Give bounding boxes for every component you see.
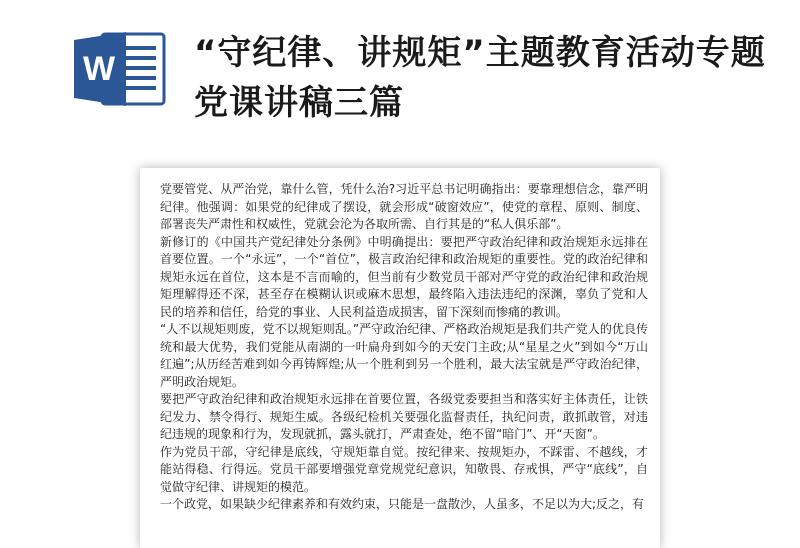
paragraph: 党要管党、从严治党，靠什么管，凭什么治?习近平总书记明确指出：要靠理想信念，靠严明纪律。他强调：如果党的纪律成了摆设，就会形成“破窗效应”，使党的章程、原则、制度、部署丧失严肃性和权威性，党就会沦为各取所需、自行其是的“私人俱乐部”。 xyxy=(160,182,648,231)
paragraph: 新修订的《中国共产党纪律处分条例》中明确提出：要把严守政治纪律和政治规矩永远排在首要位置。一个“永远”，一个“首位”，极言政治纪律和政治规矩的重要性。党的政治纪律和规矩永远在首位，这本是不言而喻的，但当前有少数党员干部对严守党的政治纪律和政治规矩理解得还不深，甚至存在模糊认识或麻木思想，最终陷入违法违纪的深渊，辜负了党和人民的培养和信任，给党的事业、人民利益造成损害，留下深刻而惨痛的教训。 xyxy=(160,234,648,319)
paragraph: 要把严守政治纪律和政治规矩永远排在首要位置，各级党委要担当和落实好主体责任，让铁纪发力、禁令得行、规矩生威。各级纪检机关要强化监督责任，执纪问责，敢抓敢管，对违纪违规的现象和行为，发现就抓，露头就打，严肃查处，绝不留“暗门”、开“天窗”。 xyxy=(160,392,648,441)
paragraph: “人不以规矩则废，党不以规矩则乱。”严守政治纪律、严格政治规矩是我们共产党人的优良传统和最大优势，我们党能从南湖的一叶扁舟到如今的天安门主政;从“星星之火”到如今“万山红遍”;从历经苦难到如今再铸辉煌;从一个胜利到另一个胜利，最大法宝就是严守政治纪律，严明政治规矩。 xyxy=(160,322,648,389)
word-document-icon xyxy=(72,30,168,108)
paragraph: 一个政党，如果缺少纪律素养和有效约束，只能是一盘散沙，人虽多，不足以为大;反之，有 xyxy=(160,497,645,511)
word-icon-letter: W xyxy=(82,50,116,88)
page-title: “守纪律、讲规矩”主题教育活动专题党课讲稿三篇 xyxy=(194,33,766,123)
paragraph: 作为党员干部，守纪律是底线，守规矩靠自觉。按纪律来、按规矩办，不踩雷、不越线，才能站得稳、行得远。党员干部要增强党章党规党纪意识，知敬畏、存戒惧，严守“底线”，自觉做守纪律、讲规矩的模范。 xyxy=(160,444,648,494)
document-body xyxy=(160,181,648,514)
header xyxy=(0,0,800,160)
